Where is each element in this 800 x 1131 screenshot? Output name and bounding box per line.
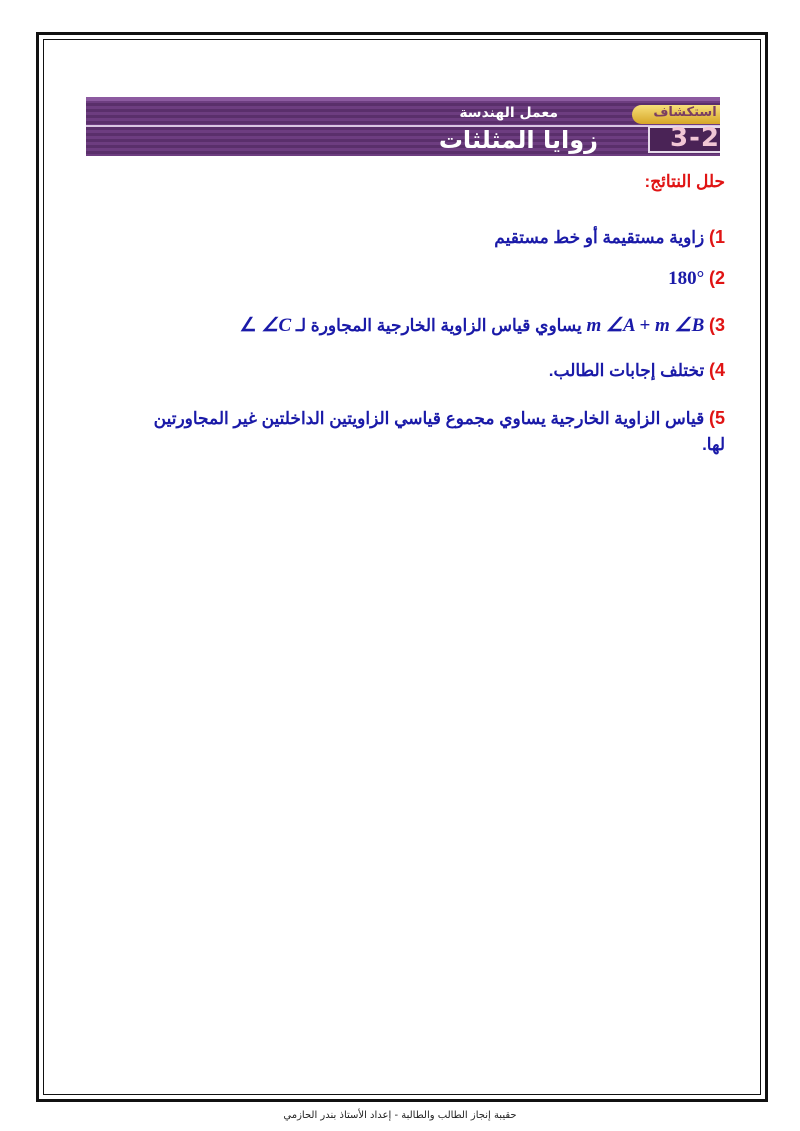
angle-value: 180° bbox=[668, 268, 705, 289]
lesson-title: زوايا المثلثات bbox=[438, 126, 598, 154]
item-number: 5) bbox=[708, 408, 725, 428]
item-number: 1) bbox=[708, 227, 725, 247]
answer-item-2 bbox=[150, 268, 725, 290]
banner-top-strip bbox=[86, 97, 720, 101]
item-number: 2) bbox=[708, 268, 725, 288]
lesson-number: 3-2 bbox=[670, 123, 720, 153]
answer-item-5 bbox=[150, 405, 725, 458]
item-number: 3) bbox=[708, 315, 725, 335]
page-border-inner bbox=[43, 39, 761, 1095]
answer-item-3 bbox=[150, 314, 725, 337]
angle-c-symbol: ∠C bbox=[261, 315, 292, 336]
geometry-lab-label: معمل الهندسة bbox=[459, 105, 558, 121]
section-heading: حلل النتائج: bbox=[644, 172, 725, 191]
explore-label: استكشاف bbox=[653, 105, 717, 120]
page-footer: حقيبة إنجاز الطالب والطالبة - إعداد الأستاذ بندر الحازمي bbox=[283, 1110, 517, 1121]
answer-item-4 bbox=[150, 360, 725, 381]
lesson-banner bbox=[86, 97, 720, 156]
lesson-number-box bbox=[648, 123, 720, 153]
angle-sum-expression: m ∠A + m ∠B bbox=[586, 315, 705, 336]
banner-divider bbox=[86, 125, 720, 127]
item-text: زاوية مستقيمة أو خط مستقيم bbox=[494, 228, 705, 247]
item-text: قياس الزاوية الخارجية يساوي مجموع قياسي الزاويتين الداخلتين غير المجاورتين لها. bbox=[153, 409, 725, 454]
answer-item-1 bbox=[150, 227, 725, 248]
explore-tab bbox=[632, 105, 720, 124]
item-number: 4) bbox=[708, 360, 725, 380]
item-text: يساوي قياس الزاوية الخارجية المجاورة لـ bbox=[295, 316, 582, 335]
angle-symbol: ∠ bbox=[239, 315, 257, 336]
item-text: تختلف إجابات الطالب. bbox=[548, 361, 705, 380]
